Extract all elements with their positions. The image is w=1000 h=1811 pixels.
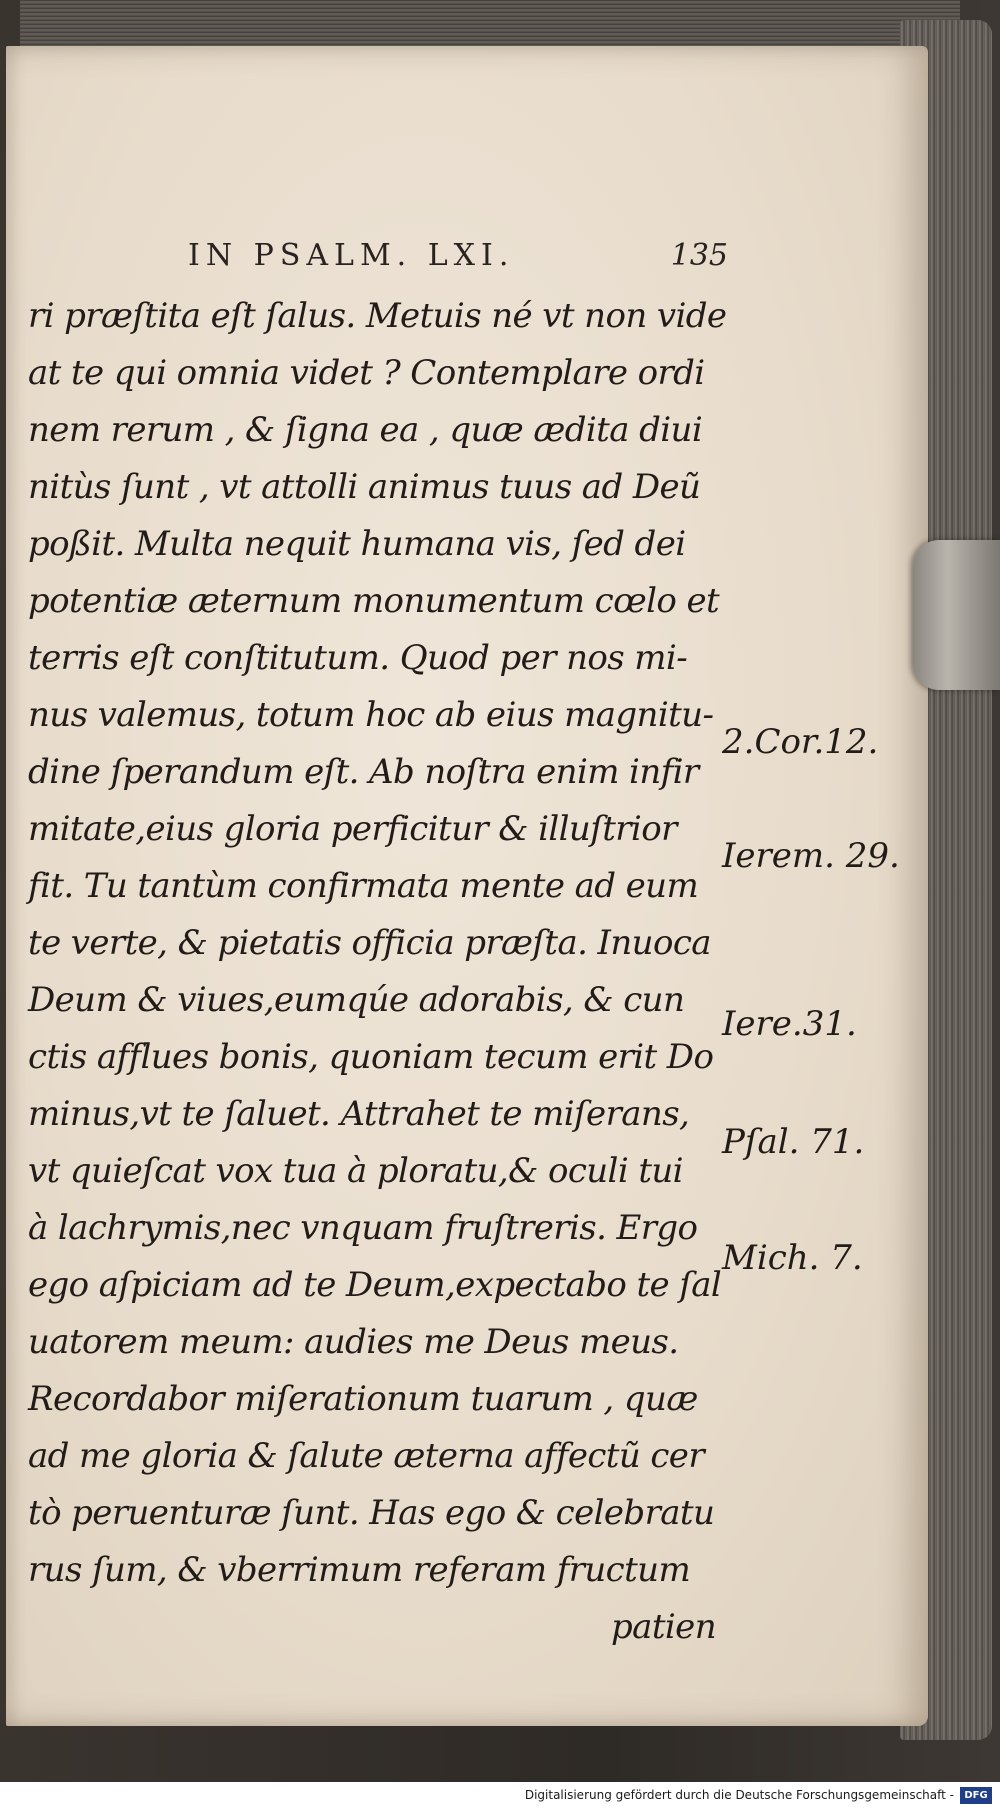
margin-note: Ierem. 29. <box>722 836 900 876</box>
text-line: minus,vt te ſaluet. Attrahet te miſerans, <box>28 1094 690 1134</box>
text-line: mitate,eius gloria perficitur & illuſtrior <box>28 809 677 849</box>
book-clasp <box>913 540 1000 690</box>
text-line: terris eſt conſtitutum. Quod per nos mi- <box>28 638 688 678</box>
text-line: tò peruenturæ ſunt. Has ego & celebratu <box>28 1493 715 1533</box>
footer-bar <box>0 1782 1000 1811</box>
text-line: ctis afflues bonis, quoniam tecum erit Do <box>28 1037 714 1077</box>
text-line: Deum & viues,eumqúe adorabis, & cun <box>28 980 685 1020</box>
margin-note: Iere.31. <box>722 1004 857 1044</box>
text-line: rus ſum, & vberrimum referam fructum <box>28 1550 691 1590</box>
page-header <box>188 238 728 282</box>
funding-credit: Digitalisierung gefördert durch die Deutsche Forschungsgemeinschaft - <box>524 1788 954 1802</box>
text-line: à lachrymis,nec vnquam fruſtreris. Ergo <box>28 1208 698 1248</box>
text-line: dine ſperandum eſt. Ab noſtra enim infir <box>28 752 699 792</box>
text-line: ad me gloria & ſalute æterna affectũ cer <box>28 1436 704 1476</box>
margin-note: Pſal. 71. <box>722 1122 865 1162</box>
text-line: nem rerum , & ſigna ea , quæ ædita diui <box>28 410 703 450</box>
book-page <box>6 46 928 1726</box>
running-title: IN PSALM. LXI. <box>188 238 515 273</box>
text-line: poßit. Multa nequit humana vis, ſed dei <box>28 524 686 564</box>
text-line: Recordabor miſerationum tuarum , quæ <box>28 1379 698 1419</box>
text-line: ri præſtita eſt ſalus. Metuis né vt non vide <box>28 296 727 336</box>
text-line: te verte, & pietatis officia præſta. Inuoca <box>28 923 711 963</box>
margin-note: 2.Cor.12. <box>722 722 879 762</box>
catchword: patien <box>611 1607 716 1647</box>
text-line: at te qui omnia videt ? Contemplare ordi <box>28 353 705 393</box>
margin-note: Mich. 7. <box>722 1238 863 1278</box>
page-number: 135 <box>670 238 728 273</box>
text-line: nus valemus, totum hoc ab eius magnitu- <box>28 695 714 735</box>
text-line: potentiæ æternum monumentum cœlo et <box>28 581 720 621</box>
text-line: ego aſpiciam ad te Deum,expectabo te ſal <box>28 1265 722 1305</box>
text-line: uatorem meum: audies me Deus meus. <box>28 1322 679 1362</box>
text-line: fit. Tu tantùm confirmata mente ad eum <box>28 866 699 906</box>
body-text <box>28 288 728 1656</box>
text-line: vt quieſcat vox tua à ploratu,& oculi tui <box>28 1151 683 1191</box>
text-line: nitùs ſunt , vt attolli animus tuus ad Deũ <box>28 467 701 507</box>
dfg-logo: DFG <box>960 1787 992 1804</box>
